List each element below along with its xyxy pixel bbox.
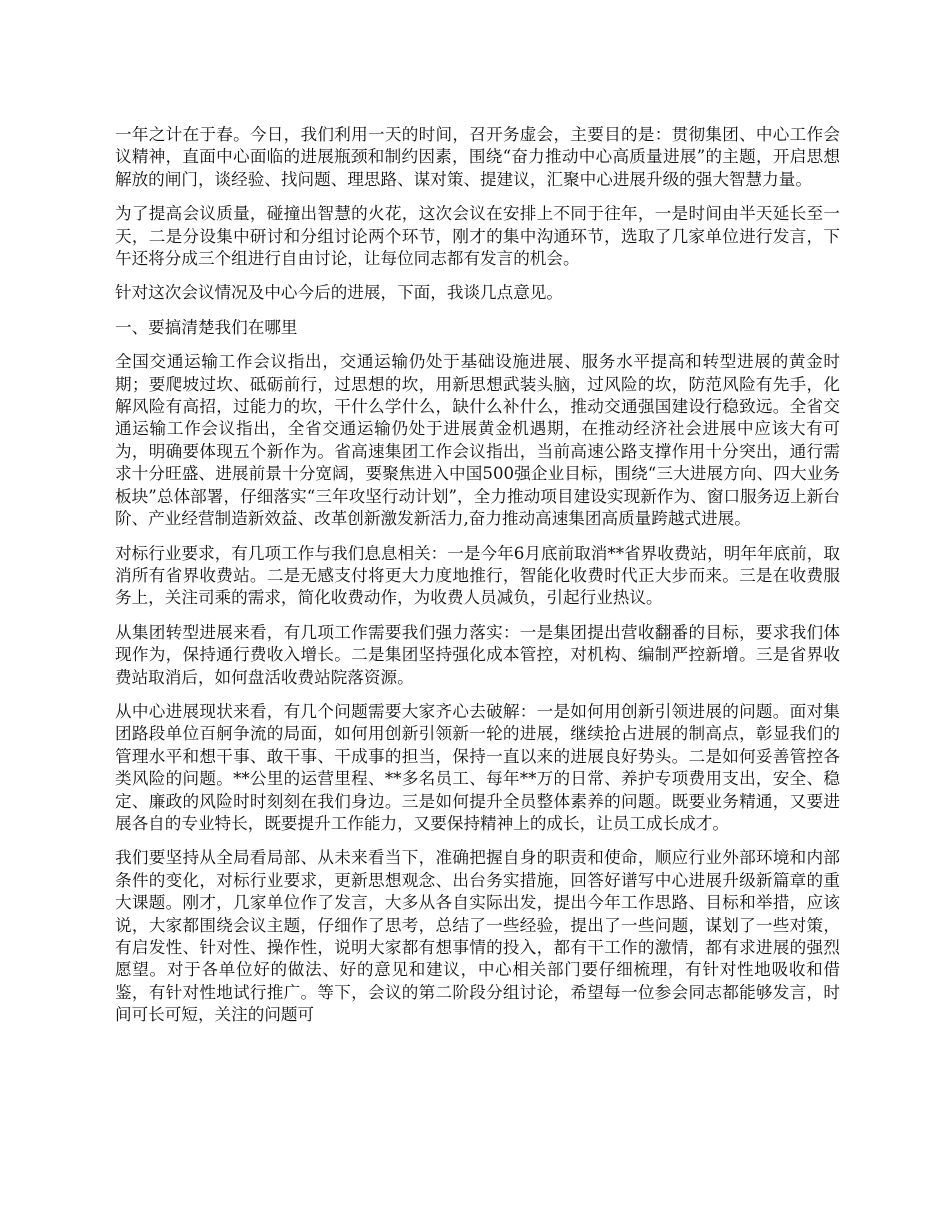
overall-view-paragraph: 我们要坚持从全局看局部、从未来看当下，准确把握自身的职责和使命，顺应行业外部环境和内部条件的变化，对标行业要求，更新思想观念、出台务实措施，回答好谱写中心进展升级新篇章的重大课题。刚才，几家单位作了发言，大多从各自实际出发，提出今年工作思路、目标和举措，应该说，大家都围绕会议主题，仔细作了思考，总结了一些经验，提出了一些问题，谋划了一些对策，有启发性、针对性、操作性，说明大家都有想事情的投入，都有干工作的激情，都有求进展的强烈愿望。对于各单位好的做法、好的意见和建议，中心相关部门要仔细梳理，有针对性地吸收和借鉴，有针对性地试行推广。等下，会议的第二阶段分组讨论，希望每一位参会同志都能够发言，时间可长可短，关注的问题可 (115, 848, 840, 1025)
opinion-intro-paragraph: 针对这次会议情况及中心今后的进展，下面，我谈几点意见。 (115, 283, 564, 303)
center-status-paragraph: 从中心进展现状来看，有几个问题需要大家齐心去破解：一是如何用创新引领进展的问题。面对集团路段单位百舸争流的局面，如何用创新引领新一轮的进展，继续抢占进展的制高点，彰显我们的管理水平和想干事、敢干事、干成事的担当，保持一直以来的进展良好势头。二是如何妥善管控各类风险的问题。**公里的运营里程、**多名员工、每年**万的日常、养护专项费用支出，安全、稳定、廉政的风险时时刻刻在我们身边。三是如何提升全员整体素养的问题。既要业务精通，又要进展各自的专业特长，既要提升工作能力，又要保持精神上的成长，让员工成长成才。 (115, 701, 840, 833)
meeting-arrangement-paragraph: 为了提高会议质量，碰撞出智慧的火花，这次会议在安排上不同于往年，一是时间由半天延长至一天，二是分设集中研讨和分组讨论两个环节，刚才的集中沟通环节，选取了几家单位进行发言，下午还将分成三个组进行自由讨论，让每位同志都有发言的机会。 (115, 204, 840, 269)
industry-requirements-paragraph: 对标行业要求，有几项工作与我们息息相关：一是今年6月底前取消**省界收费站，明年年底前，取消所有省界收费站。二是无感支付将更大力度地推行，智能化收费时代正大步而来。三是在收费服务上，关注司乘的需求，简化收费动作，为收费人员减负，引起行业热议。 (115, 543, 840, 608)
section-heading: 一、要搞清楚我们在哪里 (115, 317, 298, 337)
intro-paragraph: 一年之计在于春。今日，我们利用一天的时间，召开务虚会，主要目的是：贯彻集团、中心工作会议精神，直面中心面临的进展瓶颈和制约因素，围绕“奋力推动中心高质量进展”的主题，开启思想解放的闸门，谈经验、找问题、理思路、谋对策、提建议，汇聚中心进展升级的强大智慧力量。 (115, 125, 840, 189)
document-body (115, 124, 840, 1039)
national-meeting-paragraph: 全国交通运输工作会议指出，交通运输仍处于基础设施进展、服务水平提高和转型进展的黄金时期；要爬坡过坎、砥砺前行，过思想的坎，用新思想武装头脑，过风险的坎，防范风险有先手，化解风险有高招，过能力的坎，干什么学什么，缺什么补什么，推动交通强国建设行稳致远。全省交通运输工作会议指出，全省交通运输仍处于进展黄金机遇期，在推动经济社会进展中应该大有可为，明确要体现五个新作为。省高速集团工作会议指出，当前高速公路支撑作用十分突出，通行需求十分旺盛、进展前景十分宽阔，要聚焦进入中国500强企业目标，围绕“三大进展方向、四大业务板块”总体部署，仔细落实“三年攻坚行动计划”，全力推动项目建设实现新作为、窗口服务迈上新台阶、产业经营制造新效益、改革创新激发新活力,奋力推动高速集团高质量跨越式进展。 (115, 352, 840, 529)
group-transformation-paragraph: 从集团转型进展来看，有几项工作需要我们强力落实：一是集团提出营收翻番的目标，要求我们体现作为，保持通行费收入增长。二是集团坚持强化成本管控，对机构、编制严控新增。三是省界收费站取消后，如何盘活收费站院落资源。 (115, 622, 840, 687)
